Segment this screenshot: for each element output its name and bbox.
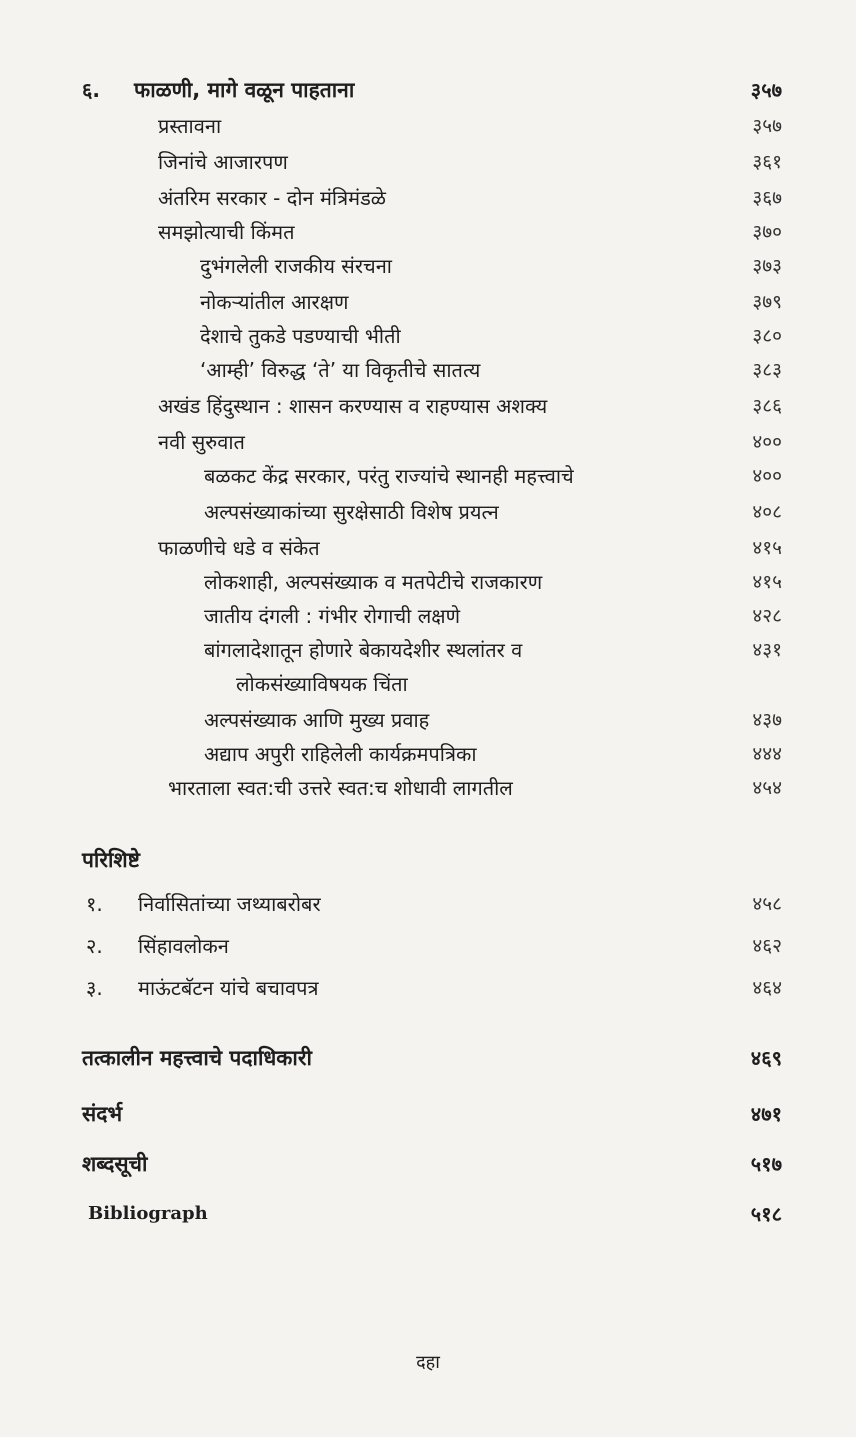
toc-subentry[interactable] <box>0 318 856 354</box>
entry-title: अल्पसंख्याकांच्या सुरक्षेसाठी विशेष प्रयत्न <box>204 500 499 524</box>
section-heading: परिशिष्टे <box>82 848 140 872</box>
entry-title: फाळणीचे धडे व संकेत <box>158 536 320 560</box>
item-number: १. <box>86 892 103 916</box>
entry-title: निर्वासितांच्या जथ्याबरोबर <box>138 892 321 916</box>
entry-page: ४५८ <box>752 893 782 915</box>
appendix-item[interactable] <box>0 886 856 922</box>
entry-page: ३७३ <box>752 255 782 277</box>
entry-page: ४१५ <box>752 537 782 559</box>
entry-title: बळकट केंद्र सरकार, परंतु राज्यांचे स्थानही महत्त्वाचे <box>204 464 574 488</box>
toc-subentry-continued <box>0 666 856 702</box>
entry-page: ४७१ <box>750 1102 782 1126</box>
toc-subentry[interactable] <box>0 736 856 772</box>
toc-entry[interactable] <box>0 108 856 144</box>
toc-entry[interactable] <box>0 214 856 250</box>
toc-entry[interactable] <box>0 180 856 216</box>
entry-page: ३८० <box>752 325 782 347</box>
entry-page: ४६२ <box>752 935 782 957</box>
toc-subentry[interactable] <box>0 284 856 320</box>
entry-page: ५१७ <box>750 1152 782 1176</box>
entry-page: ४३१ <box>752 639 782 661</box>
entry-title: तत्कालीन महत्त्वाचे पदाधिकारी <box>82 1046 312 1070</box>
backmatter-index[interactable] <box>0 1146 856 1182</box>
entry-title: माऊंटबॅटन यांचे बचावपत्र <box>138 976 319 1000</box>
toc-subentry[interactable] <box>0 564 856 600</box>
entry-title: शब्दसूची <box>82 1152 148 1176</box>
entry-page: ४२८ <box>752 605 782 627</box>
toc-subentry[interactable] <box>0 458 856 494</box>
entry-page: ४१५ <box>752 571 782 593</box>
entry-title: सिंहावलोकन <box>138 934 229 958</box>
entry-page: ३७० <box>752 221 782 243</box>
entry-title: बांगलादेशातून होणारे बेकायदेशीर स्थलांतर व <box>204 638 523 662</box>
entry-title-continuation: लोकसंख्याविषयक चिंता <box>236 672 408 696</box>
entry-page: ४०० <box>752 465 782 487</box>
toc-entry[interactable] <box>0 424 856 460</box>
toc-subentry[interactable] <box>0 702 856 738</box>
toc-entry[interactable] <box>0 770 856 806</box>
entry-page: ३६१ <box>752 151 782 173</box>
chapter-title: फाळणी, मागे वळून पाहताना <box>134 78 355 102</box>
entry-title: संदर्भ <box>82 1102 123 1126</box>
appendix-item[interactable] <box>0 928 856 964</box>
toc-chapter-6[interactable] <box>0 72 856 108</box>
entry-title: प्रस्तावना <box>158 114 222 138</box>
entry-page: ५१८ <box>750 1202 782 1226</box>
backmatter-officials[interactable] <box>0 1040 856 1076</box>
toc-entry[interactable] <box>0 530 856 566</box>
entry-title: अद्याप अपुरी राहिलेली कार्यक्रमपत्रिका <box>204 742 477 766</box>
item-number: २. <box>86 934 103 958</box>
entry-page: ३८६ <box>752 395 782 417</box>
entry-title: नोकऱ्यांतील आरक्षण <box>200 290 349 314</box>
entry-title: समझोत्याची किंमत <box>158 220 295 244</box>
chapter-number: ६. <box>82 78 100 102</box>
entry-page: ४४४ <box>752 743 782 765</box>
entry-title: ‘आम्ही’ विरुद्ध ‘ते’ या विकृतीचे सातत्य <box>200 358 481 382</box>
toc-entry[interactable] <box>0 388 856 424</box>
entry-title: अंतरिम सरकार - दोन मंत्रिमंडळे <box>158 186 387 210</box>
backmatter-bibliography[interactable] <box>0 1196 856 1232</box>
entry-page: ४६४ <box>752 977 782 999</box>
appendix-heading[interactable] <box>0 842 856 878</box>
entry-title: अखंड हिंदुस्थान : शासन करण्यास व राहण्यास अशक्य <box>158 394 548 418</box>
entry-page: ३८३ <box>752 359 782 381</box>
entry-title: देशाचे तुकडे पडण्याची भीती <box>200 324 401 348</box>
entry-page: ४५४ <box>752 777 782 799</box>
entry-title: जिनांचे आजारपण <box>158 150 288 174</box>
entry-page: ३७९ <box>752 291 782 313</box>
toc-subentry[interactable] <box>0 632 856 668</box>
entry-title: लोकशाही, अल्पसंख्याक व मतपेटीचे राजकारण <box>204 570 543 594</box>
toc-subentry[interactable] <box>0 248 856 284</box>
backmatter-references[interactable] <box>0 1096 856 1132</box>
page-number-footer: दहा <box>416 1352 440 1373</box>
item-number: ३. <box>86 976 103 1000</box>
entry-page: ३६७ <box>752 187 782 209</box>
entry-title: Bibliograph <box>88 1203 208 1224</box>
entry-title: दुभंगलेली राजकीय संरचना <box>200 254 392 278</box>
entry-page: ४६९ <box>750 1046 782 1070</box>
toc-entry[interactable] <box>0 144 856 180</box>
entry-page: ४३७ <box>752 709 782 731</box>
toc-subentry[interactable] <box>0 494 856 530</box>
entry-title: जातीय दंगली : गंभीर रोगाची लक्षणे <box>204 604 461 628</box>
entry-title: अल्पसंख्याक आणि मुख्य प्रवाह <box>204 708 430 732</box>
entry-title: भारताला स्वत:ची उत्तरे स्वत:च शोधावी लागतील <box>168 776 513 800</box>
toc-subentry[interactable] <box>0 598 856 634</box>
toc-subentry[interactable] <box>0 352 856 388</box>
entry-page: ३५७ <box>752 115 782 137</box>
appendix-item[interactable] <box>0 970 856 1006</box>
entry-page: ४०८ <box>752 501 782 523</box>
entry-page: ४०० <box>752 431 782 453</box>
chapter-page: ३५७ <box>750 78 782 102</box>
entry-title: नवी सुरुवात <box>158 430 245 454</box>
